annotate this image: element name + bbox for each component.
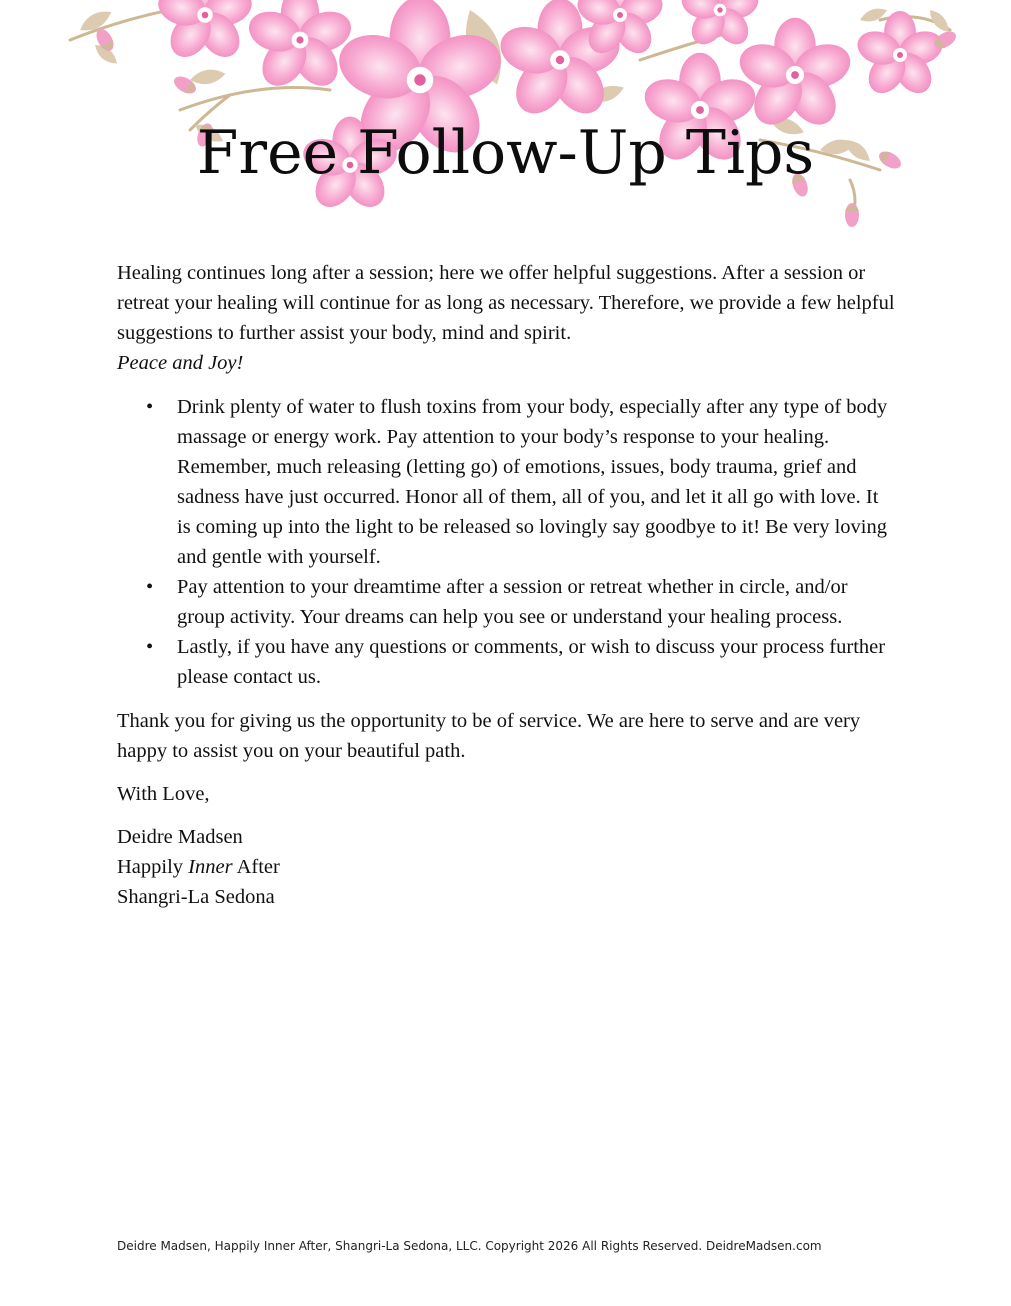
intro-paragraph [117, 258, 897, 378]
list-item [146, 572, 897, 632]
bullet-icon: • [146, 576, 154, 598]
list-item [146, 632, 897, 692]
signature-business [117, 852, 897, 882]
copyright-footer: Deidre Madsen, Happily Inner After, Shangri-La Sedona, LLC. Copyright 2026 All Rights Reserved. DeidreMadsen.com [117, 1239, 822, 1253]
intro-text: Healing continues long after a session; here we offer helpful suggestions. After a session or retreat your healing will continue for as long as necessary. Therefore, we provide a few helpful suggestions to further assist your body, mind and spirit. [117, 262, 895, 344]
tip-text: Drink plenty of water to flush toxins from your body, especially after any type of body massage or energy work. Pay attention to your body’s response to your healing. Remember, much releasing (letting go) of emotions, issues, body trauma, grief and sadness have just occurred. Honor all of them, all of you, and let it all go with love. It is coming up into the light to be released so lovingly say goodbye to it! Be very loving and gentle with yourself. [177, 396, 888, 568]
bullet-icon: • [146, 396, 154, 418]
bullet-icon: • [146, 636, 154, 658]
tip-text: Pay attention to your dreamtime after a session or retreat whether in circle, and/or group activity. Your dreams can help you see or understand your healing process. [177, 576, 848, 628]
signature-business-pre: Happily [117, 856, 189, 878]
signature-company: Shangri-La Sedona [117, 886, 275, 908]
letter-body [117, 258, 897, 912]
signature-block [117, 822, 897, 912]
intro-closing: Peace and Joy! [117, 352, 244, 374]
signature-name: Deidre Madsen [117, 826, 243, 848]
tips-list [117, 392, 897, 692]
thanks-paragraph: Thank you for giving us the opportunity to be of service. We are here to serve and are very happy to assist you on your beautiful path. [117, 710, 861, 762]
signature-business-italic: Inner [188, 856, 233, 878]
sign-off: With Love, [117, 783, 210, 805]
signature-business-post: After [232, 856, 280, 878]
list-item [146, 392, 897, 572]
page-title: Free Follow-Up Tips [196, 118, 815, 188]
tip-text: Lastly, if you have any questions or comments, or wish to discuss your process further please contact us. [177, 636, 886, 688]
